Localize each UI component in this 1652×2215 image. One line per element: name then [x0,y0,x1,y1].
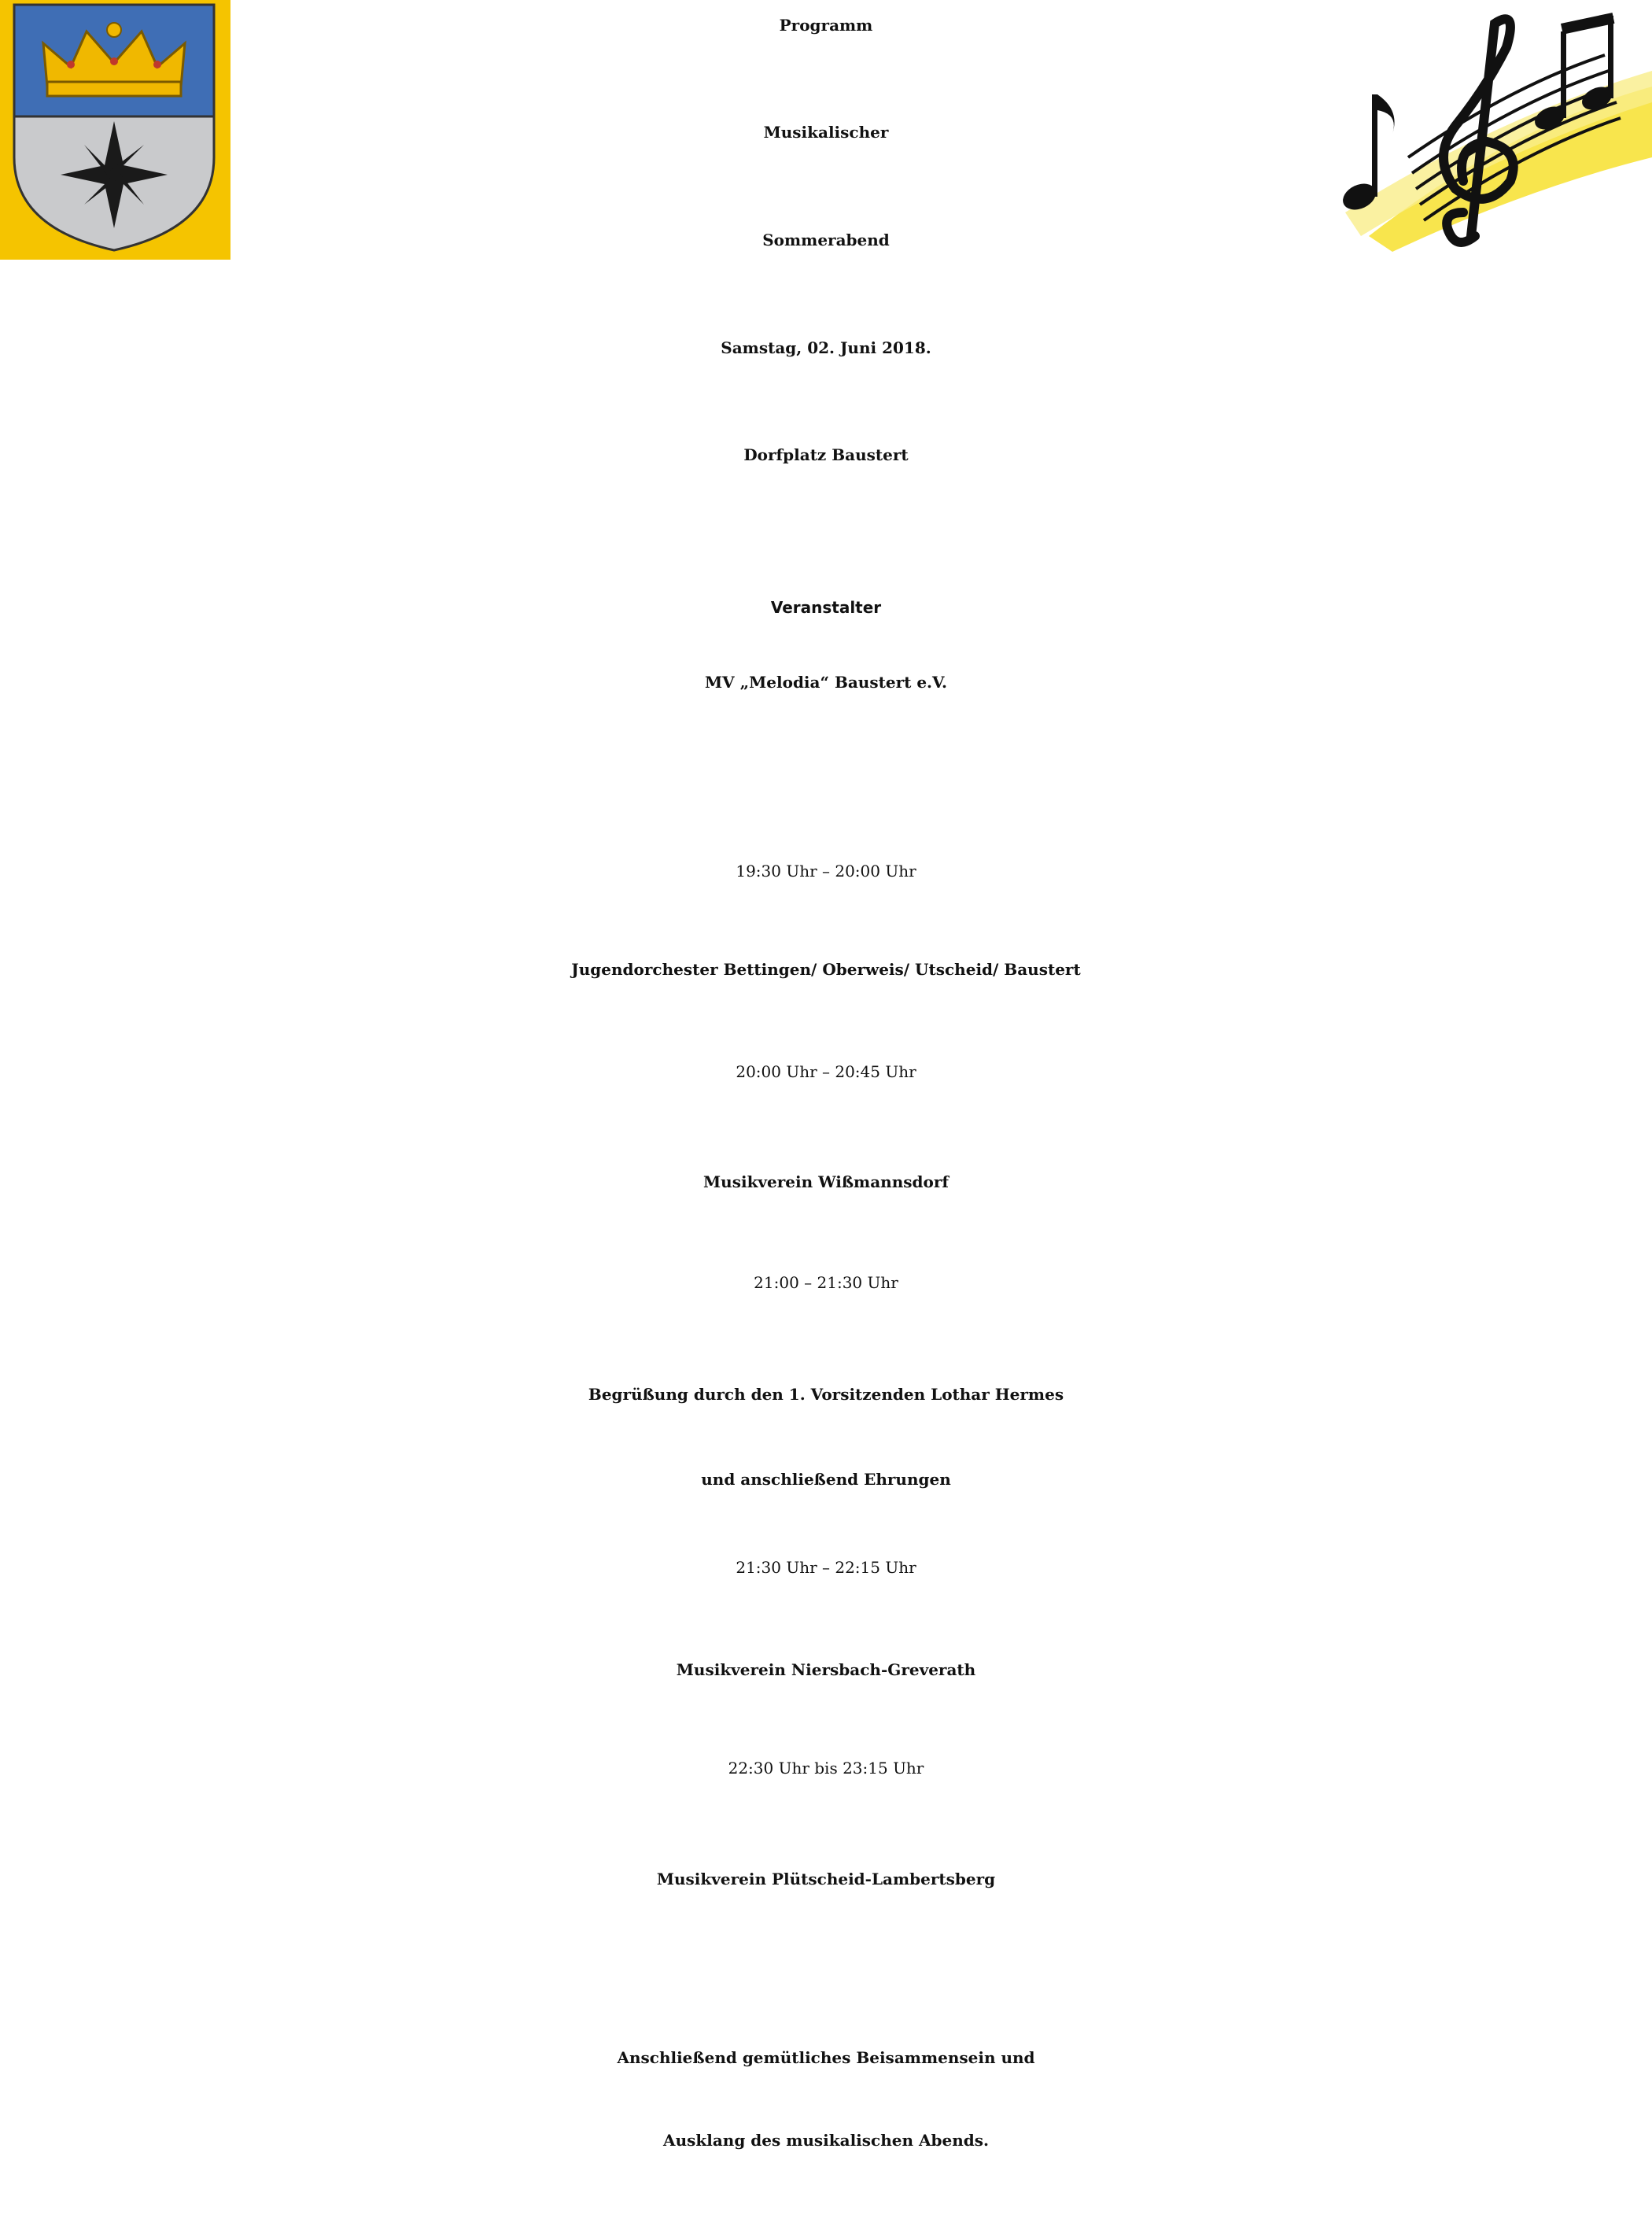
closing-line-1: Anschließend gemütliches Beisammensein und [617,2048,1035,2067]
program-time-1: 19:30 Uhr – 20:00 Uhr [736,862,916,880]
program-time-2: 20:00 Uhr – 20:45 Uhr [736,1062,916,1081]
organizer-name: MV „Melodia“ Baustert e.V. [705,673,947,692]
program-act-2: Musikverein Wißmannsdorf [703,1172,949,1191]
program-time-3: 21:00 – 21:30 Uhr [754,1273,898,1292]
event-location: Dorfplatz Baustert [743,445,909,464]
program-act-4: Musikverein Niersbach-Greverath [676,1660,976,1679]
program-act-3-line-2: und anschließend Ehrungen [701,1470,951,1489]
program-time-5: 22:30 Uhr bis 23:15 Uhr [728,1759,924,1778]
program-act-5: Musikverein Plütscheid-Lambertsberg [656,1870,996,1888]
program-act-3: Begrüßung durch den 1. Vorsitzenden Lothar Hermes [588,1385,1064,1404]
program-act-1: Jugendorchester Bettingen/ Oberweis/ Utscheid/ Baustert [571,960,1081,979]
title-line-2: Musikalischer [763,123,889,142]
organizer-label: Veranstalter [770,598,882,617]
closing-line-2: Ausklang des musikalischen Abends. [663,2131,989,2150]
event-date: Samstag, 02. Juni 2018. [721,338,931,357]
title-line-1: Programm [779,16,873,35]
title-line-3: Sommerabend [762,231,890,249]
program-time-4: 21:30 Uhr – 22:15 Uhr [736,1558,916,1577]
